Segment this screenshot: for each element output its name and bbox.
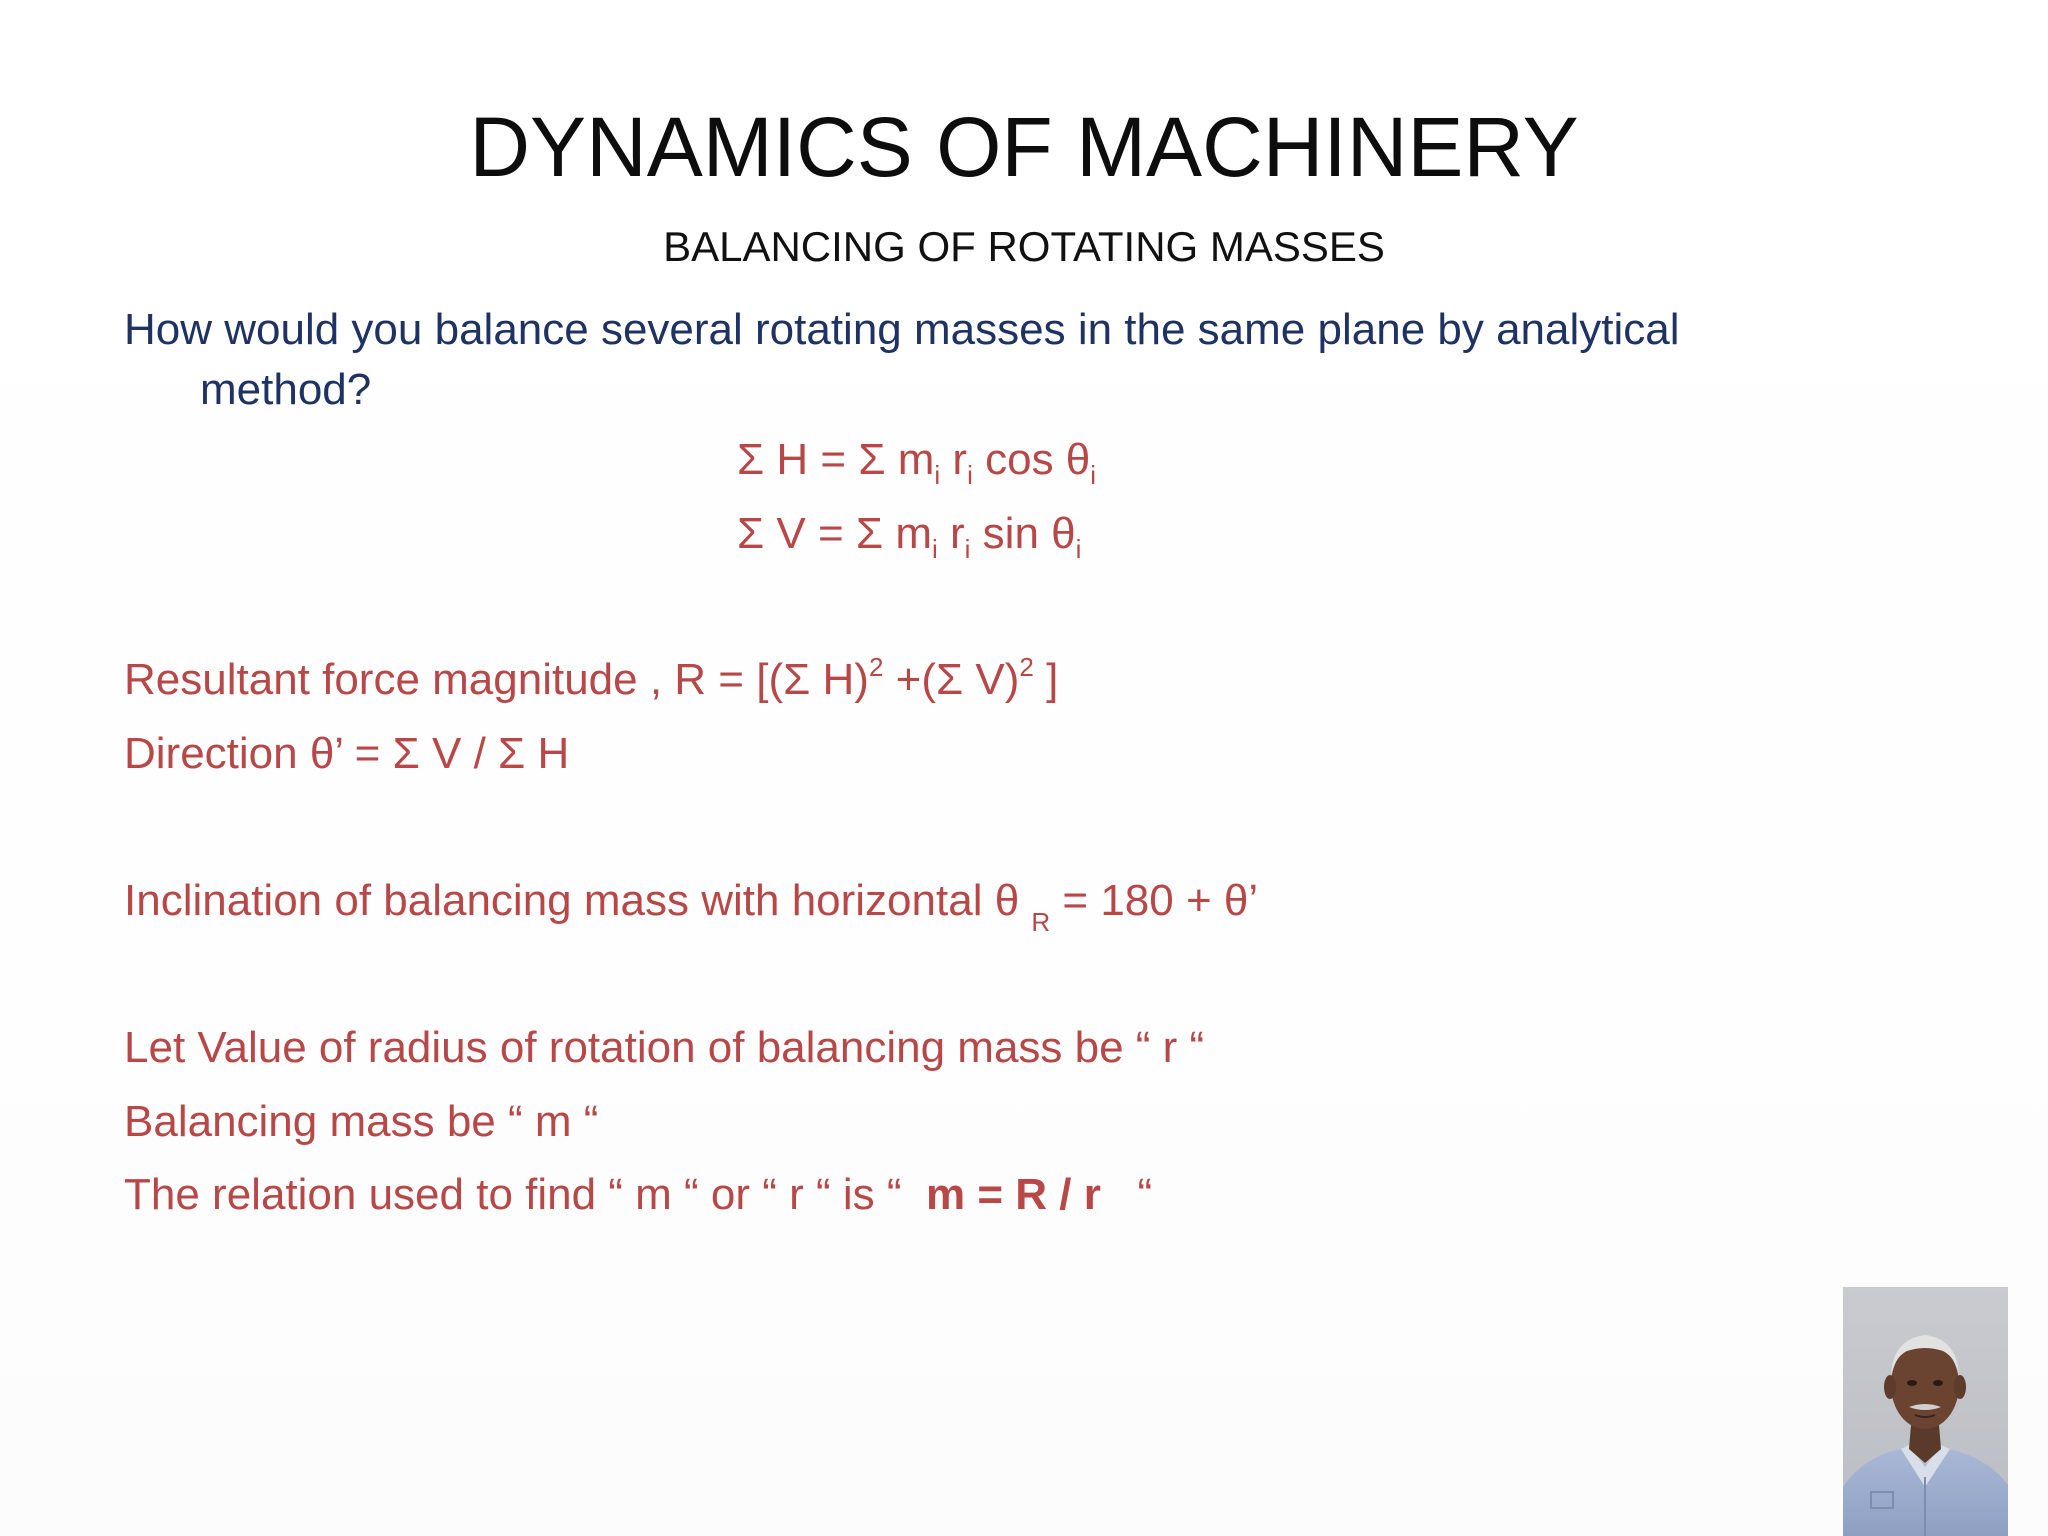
inclination-line: Inclination of balancing mass with horizontal θ $_R$ = 180 + θ’ — [124, 876, 1259, 937]
resultant-force-line: Resultant force magnitude , R = [(Σ H)$^2$ +(Σ V)$^2$ ] — [124, 652, 1059, 704]
presenter-video-thumbnail — [1843, 1287, 2008, 1536]
question-line-2: method? — [200, 365, 372, 414]
equation-sum-v: Σ V = Σ $m_i$ $r_i$ $\sin \theta_i$ — [737, 509, 1082, 564]
equation-sum-h: Σ H = Σ $m_i$ $r_i$ $\cos \theta_i$ — [737, 435, 1097, 490]
question-text — [124, 300, 1884, 420]
radius-line: Let Value of radius of rotation of balancing mass be “ r “ — [124, 1023, 1205, 1072]
direction-line: Direction θ’ = Σ V / Σ H — [124, 729, 570, 778]
question-line-1: How would you balance several rotating masses in the same plane by analytical — [124, 305, 1680, 354]
slide-title: DYNAMICS OF MACHINERY — [469, 100, 1579, 194]
relation-formula: m = R / r — [926, 1170, 1101, 1219]
slide-subtitle: BALANCING OF ROTATING MASSES — [663, 223, 1385, 270]
relation-line: The relation used to find “ m “ or “ r “ is “ m = R / r “ — [124, 1170, 1153, 1219]
balancing-mass-line: Balancing mass be “ m “ — [124, 1097, 599, 1146]
presenter-icon — [1843, 1287, 2008, 1536]
